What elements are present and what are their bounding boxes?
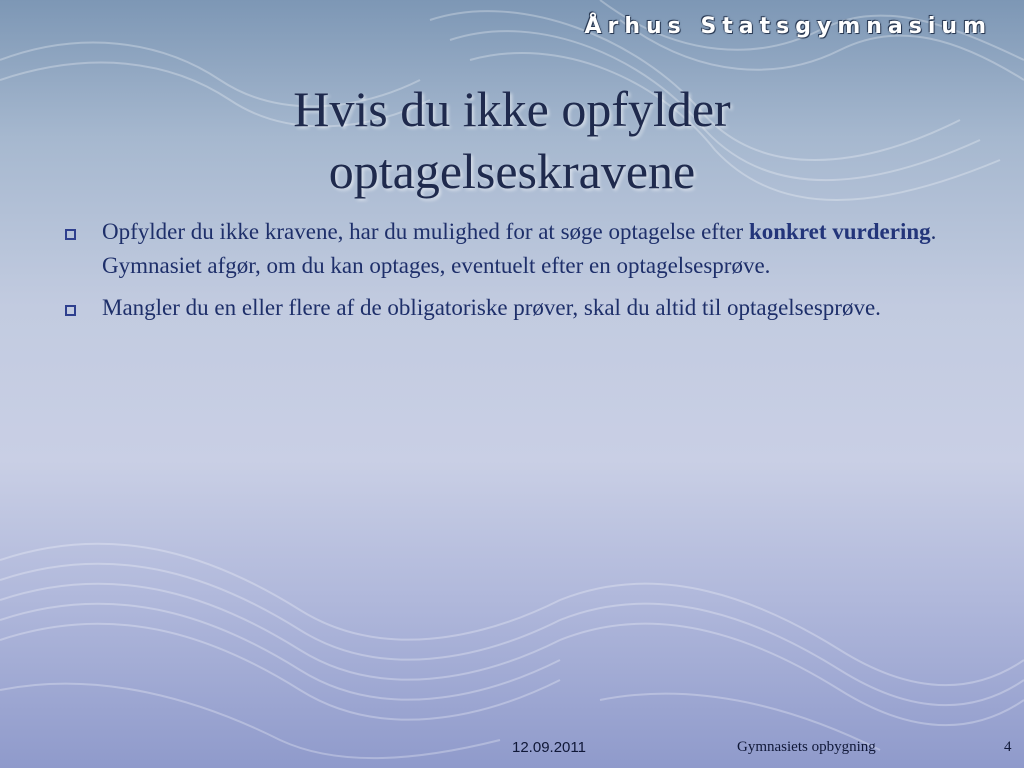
bullet-text-end: . Gymnasiet afgør, om du kan optages, eventuelt efter en optagelsesprøve. [102,219,937,278]
bullet-item [62,291,942,325]
slide-title-line-1: Hvis du ikke opfylder [293,81,731,137]
bullet-text-start: Opfylder du ikke kravene, har du mulighed for at søge optagelse efter [102,219,749,244]
bullet-item [62,215,942,283]
footer-title: Gymnasiets opbygning [737,739,876,755]
slide-title [100,78,924,202]
square-bullet-icon [65,229,76,240]
slide-title-line-2: optagelseskravene [328,143,696,199]
footer-date: 12.09.2011 [512,739,586,756]
bullet-text-emphasis: konkret vurdering [748,219,931,244]
school-logo-text: Århus Statsgymnasium [584,14,992,39]
bullet-text: Mangler du en eller flere af de obligatoriske prøver, skal du altid til optagelsesprøve. [102,295,881,320]
footer-page-number: 4 [1004,739,1012,755]
bullet-list [62,215,942,333]
square-bullet-icon [65,305,76,316]
